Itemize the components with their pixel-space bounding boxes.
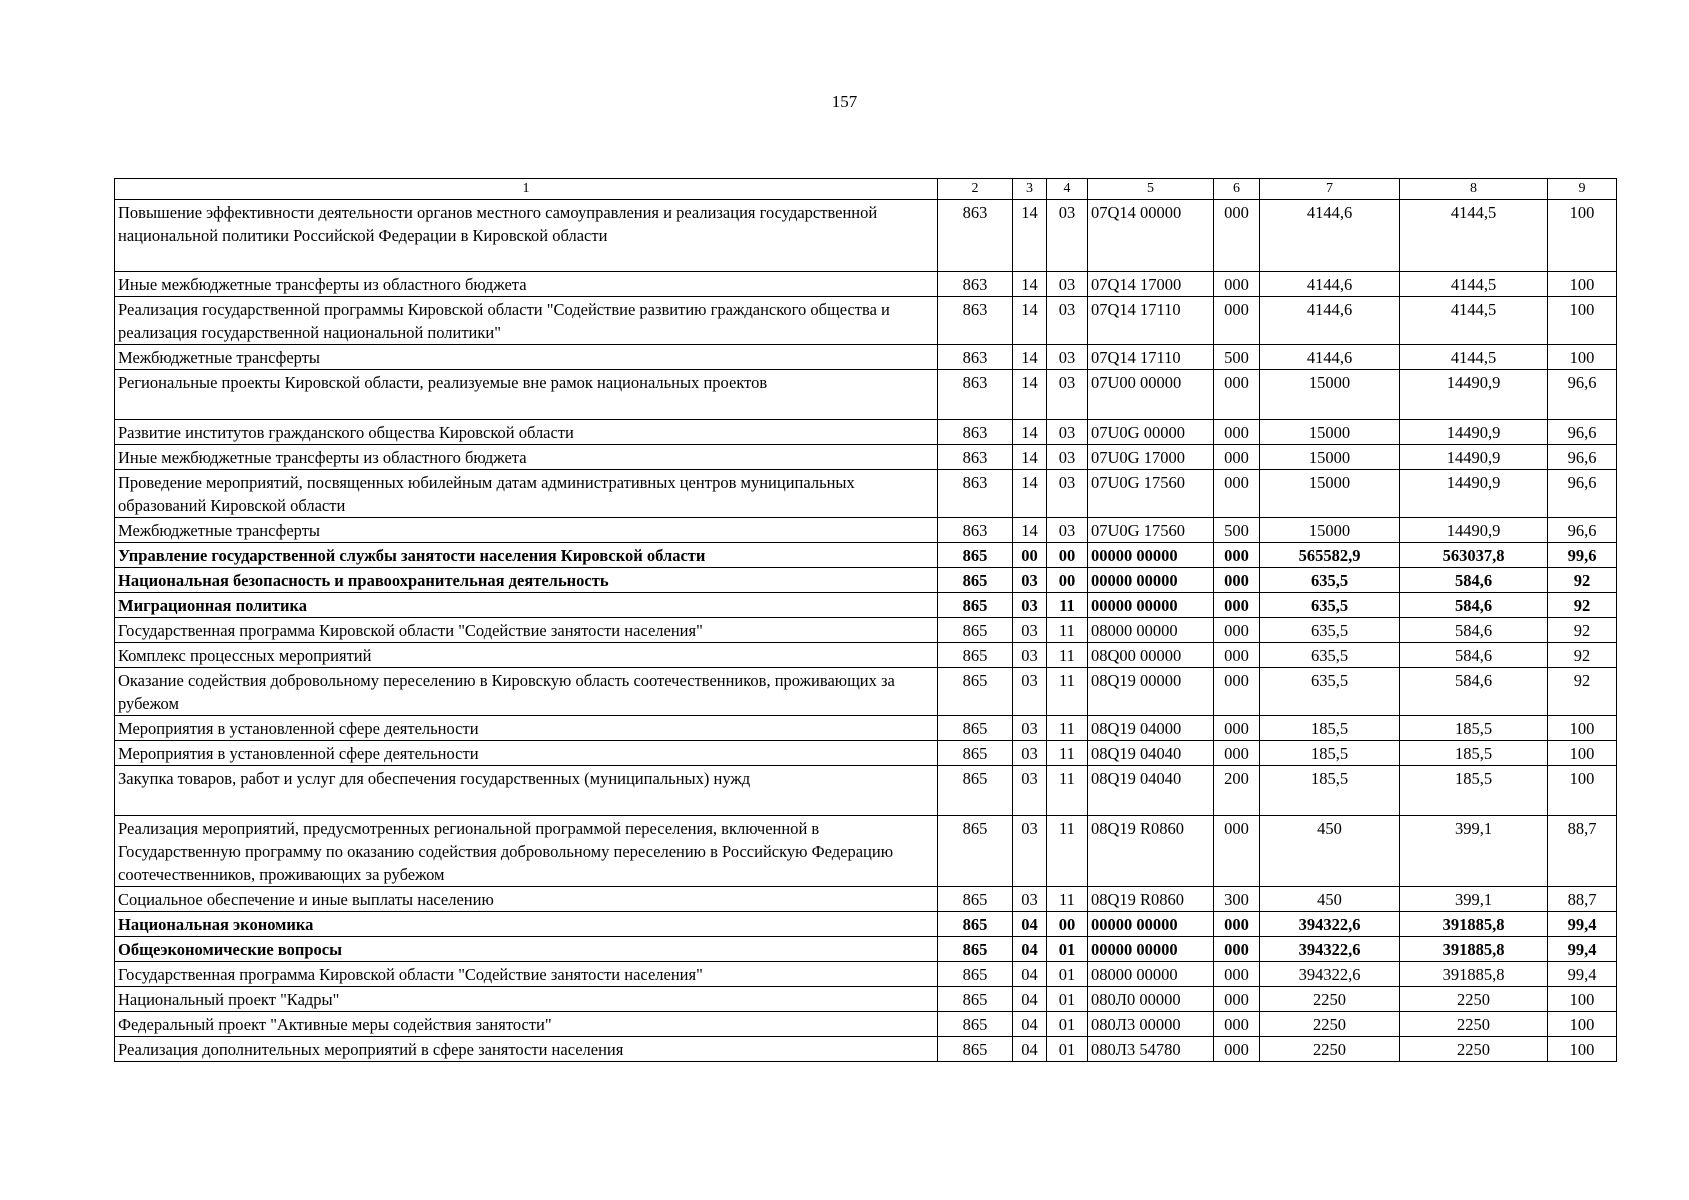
- budget-table: [114, 178, 1617, 1062]
- planned-amount-cell: 2250: [1260, 1012, 1400, 1037]
- expense-type-cell: 000: [1214, 470, 1260, 518]
- subsection-cell: 11: [1047, 816, 1088, 887]
- section-cell: 14: [1013, 420, 1047, 445]
- section-cell: 04: [1013, 937, 1047, 962]
- expense-type-cell: 000: [1214, 445, 1260, 470]
- table-row: [115, 518, 1617, 543]
- code-cell: 863: [938, 370, 1013, 420]
- percent-cell: 96,6: [1548, 420, 1617, 445]
- executed-amount-cell: 2250: [1400, 1037, 1548, 1062]
- section-cell: 03: [1013, 618, 1047, 643]
- row-name-cell: Межбюджетные трансферты: [115, 345, 938, 370]
- row-name-cell: Общеэкономические вопросы: [115, 937, 938, 962]
- expense-type-cell: 000: [1214, 297, 1260, 345]
- subsection-cell: 11: [1047, 668, 1088, 716]
- header-cell: 2: [938, 179, 1013, 200]
- subsection-cell: 01: [1047, 937, 1088, 962]
- executed-amount-cell: 391885,8: [1400, 962, 1548, 987]
- target-article-cell: 080Л0 00000: [1088, 987, 1214, 1012]
- row-name-cell: Закупка товаров, работ и услуг для обеспечения государственных (муниципальных) нужд: [115, 766, 938, 816]
- table-row: [115, 568, 1617, 593]
- subsection-cell: 03: [1047, 445, 1088, 470]
- executed-amount-cell: 584,6: [1400, 618, 1548, 643]
- subsection-cell: 03: [1047, 370, 1088, 420]
- planned-amount-cell: 15000: [1260, 470, 1400, 518]
- table-row: [115, 912, 1617, 937]
- subsection-cell: 11: [1047, 593, 1088, 618]
- planned-amount-cell: 450: [1260, 887, 1400, 912]
- target-article-cell: 07U0G 17000: [1088, 445, 1214, 470]
- section-cell: 03: [1013, 593, 1047, 618]
- subsection-cell: 03: [1047, 272, 1088, 297]
- planned-amount-cell: 2250: [1260, 1037, 1400, 1062]
- subsection-cell: 03: [1047, 297, 1088, 345]
- subsection-cell: 03: [1047, 420, 1088, 445]
- header-cell: 1: [115, 179, 938, 200]
- executed-amount-cell: 185,5: [1400, 716, 1548, 741]
- expense-type-cell: 000: [1214, 593, 1260, 618]
- percent-cell: 99,4: [1548, 962, 1617, 987]
- row-name-cell: Федеральный проект "Активные меры содействия занятости": [115, 1012, 938, 1037]
- planned-amount-cell: 4144,6: [1260, 200, 1400, 272]
- page-number: 157: [831, 92, 858, 111]
- code-cell: 865: [938, 593, 1013, 618]
- target-article-cell: 08Q00 00000: [1088, 643, 1214, 668]
- section-cell: 03: [1013, 668, 1047, 716]
- executed-amount-cell: 4144,5: [1400, 272, 1548, 297]
- target-article-cell: 08Q19 R0860: [1088, 816, 1214, 887]
- planned-amount-cell: 4144,6: [1260, 297, 1400, 345]
- expense-type-cell: 000: [1214, 568, 1260, 593]
- percent-cell: 99,6: [1548, 543, 1617, 568]
- subsection-cell: 01: [1047, 1012, 1088, 1037]
- subsection-cell: 00: [1047, 912, 1088, 937]
- subsection-cell: 11: [1047, 716, 1088, 741]
- expense-type-cell: 000: [1214, 987, 1260, 1012]
- percent-cell: 96,6: [1548, 518, 1617, 543]
- subsection-cell: 01: [1047, 1037, 1088, 1062]
- executed-amount-cell: 391885,8: [1400, 912, 1548, 937]
- table-row: [115, 937, 1617, 962]
- table-row: [115, 543, 1617, 568]
- row-name-cell: Региональные проекты Кировской области, реализуемые вне рамок национальных проектов: [115, 370, 938, 420]
- expense-type-cell: 000: [1214, 643, 1260, 668]
- row-name-cell: Оказание содействия добровольному переселению в Кировскую область соотечественников, проживающих за рубежом: [115, 668, 938, 716]
- section-cell: 04: [1013, 1012, 1047, 1037]
- row-name-cell: Реализация дополнительных мероприятий в сфере занятости населения: [115, 1037, 938, 1062]
- table-row: [115, 445, 1617, 470]
- target-article-cell: 080Л3 00000: [1088, 1012, 1214, 1037]
- expense-type-cell: 000: [1214, 937, 1260, 962]
- section-cell: 14: [1013, 470, 1047, 518]
- code-cell: 865: [938, 937, 1013, 962]
- row-name-cell: Национальная безопасность и правоохранительная деятельность: [115, 568, 938, 593]
- section-cell: 14: [1013, 445, 1047, 470]
- table-header-row: [115, 179, 1617, 200]
- target-article-cell: 07Q14 17110: [1088, 345, 1214, 370]
- code-cell: 865: [938, 987, 1013, 1012]
- code-cell: 863: [938, 272, 1013, 297]
- subsection-cell: 01: [1047, 962, 1088, 987]
- executed-amount-cell: 2250: [1400, 1012, 1548, 1037]
- percent-cell: 96,6: [1548, 370, 1617, 420]
- planned-amount-cell: 15000: [1260, 445, 1400, 470]
- executed-amount-cell: 399,1: [1400, 816, 1548, 887]
- target-article-cell: 00000 00000: [1088, 937, 1214, 962]
- target-article-cell: 08Q19 04040: [1088, 766, 1214, 816]
- row-name-cell: Социальное обеспечение и иные выплаты населению: [115, 887, 938, 912]
- table-row: [115, 272, 1617, 297]
- executed-amount-cell: 2250: [1400, 987, 1548, 1012]
- section-cell: 14: [1013, 297, 1047, 345]
- section-cell: 03: [1013, 766, 1047, 816]
- expense-type-cell: 200: [1214, 766, 1260, 816]
- code-cell: 865: [938, 741, 1013, 766]
- expense-type-cell: 000: [1214, 543, 1260, 568]
- row-name-cell: Мероприятия в установленной сфере деятельности: [115, 716, 938, 741]
- code-cell: 863: [938, 200, 1013, 272]
- executed-amount-cell: 584,6: [1400, 593, 1548, 618]
- code-cell: 865: [938, 887, 1013, 912]
- executed-amount-cell: 584,6: [1400, 668, 1548, 716]
- header-cell: 3: [1013, 179, 1047, 200]
- expense-type-cell: 000: [1214, 618, 1260, 643]
- row-name-cell: Мероприятия в установленной сфере деятельности: [115, 741, 938, 766]
- section-cell: 00: [1013, 543, 1047, 568]
- percent-cell: 99,4: [1548, 912, 1617, 937]
- row-name-cell: Развитие институтов гражданского общества Кировской области: [115, 420, 938, 445]
- planned-amount-cell: 635,5: [1260, 593, 1400, 618]
- expense-type-cell: 000: [1214, 370, 1260, 420]
- section-cell: 14: [1013, 518, 1047, 543]
- table-row: [115, 962, 1617, 987]
- planned-amount-cell: 635,5: [1260, 568, 1400, 593]
- row-name-cell: Иные межбюджетные трансферты из областного бюджета: [115, 445, 938, 470]
- table-row: [115, 470, 1617, 518]
- percent-cell: 100: [1548, 297, 1617, 345]
- table-row: [115, 987, 1617, 1012]
- expense-type-cell: 000: [1214, 668, 1260, 716]
- table-row: [115, 593, 1617, 618]
- subsection-cell: 03: [1047, 345, 1088, 370]
- percent-cell: 100: [1548, 766, 1617, 816]
- table-row: [115, 200, 1617, 272]
- planned-amount-cell: 635,5: [1260, 643, 1400, 668]
- target-article-cell: 00000 00000: [1088, 593, 1214, 618]
- section-cell: 04: [1013, 912, 1047, 937]
- table-row: [115, 816, 1617, 887]
- code-cell: 865: [938, 668, 1013, 716]
- planned-amount-cell: 15000: [1260, 518, 1400, 543]
- executed-amount-cell: 14490,9: [1400, 470, 1548, 518]
- planned-amount-cell: 450: [1260, 816, 1400, 887]
- expense-type-cell: 500: [1214, 518, 1260, 543]
- planned-amount-cell: 2250: [1260, 987, 1400, 1012]
- target-article-cell: 07U0G 17560: [1088, 470, 1214, 518]
- expense-type-cell: 000: [1214, 716, 1260, 741]
- subsection-cell: 03: [1047, 470, 1088, 518]
- expense-type-cell: 500: [1214, 345, 1260, 370]
- percent-cell: 96,6: [1548, 470, 1617, 518]
- code-cell: 865: [938, 912, 1013, 937]
- table-row: [115, 766, 1617, 816]
- target-article-cell: 07U00 00000: [1088, 370, 1214, 420]
- code-cell: 863: [938, 345, 1013, 370]
- executed-amount-cell: 14490,9: [1400, 518, 1548, 543]
- percent-cell: 100: [1548, 1012, 1617, 1037]
- target-article-cell: 08Q19 00000: [1088, 668, 1214, 716]
- expense-type-cell: 000: [1214, 741, 1260, 766]
- planned-amount-cell: 394322,6: [1260, 962, 1400, 987]
- subsection-cell: 11: [1047, 618, 1088, 643]
- table-row: [115, 643, 1617, 668]
- row-name-cell: Миграционная политика: [115, 593, 938, 618]
- expense-type-cell: 000: [1214, 816, 1260, 887]
- code-cell: 865: [938, 643, 1013, 668]
- subsection-cell: 11: [1047, 741, 1088, 766]
- code-cell: 865: [938, 1012, 1013, 1037]
- table-row: [115, 1012, 1617, 1037]
- target-article-cell: 00000 00000: [1088, 912, 1214, 937]
- header-cell: 6: [1214, 179, 1260, 200]
- planned-amount-cell: 4144,6: [1260, 345, 1400, 370]
- table-row: [115, 1037, 1617, 1062]
- percent-cell: 100: [1548, 741, 1617, 766]
- percent-cell: 100: [1548, 345, 1617, 370]
- section-cell: 03: [1013, 716, 1047, 741]
- row-name-cell: Иные межбюджетные трансферты из областного бюджета: [115, 272, 938, 297]
- table-row: [115, 887, 1617, 912]
- percent-cell: 92: [1548, 668, 1617, 716]
- subsection-cell: 00: [1047, 568, 1088, 593]
- section-cell: 03: [1013, 816, 1047, 887]
- planned-amount-cell: 185,5: [1260, 741, 1400, 766]
- code-cell: 865: [938, 543, 1013, 568]
- target-article-cell: 080Л3 54780: [1088, 1037, 1214, 1062]
- executed-amount-cell: 14490,9: [1400, 420, 1548, 445]
- executed-amount-cell: 391885,8: [1400, 937, 1548, 962]
- target-article-cell: 07U0G 00000: [1088, 420, 1214, 445]
- subsection-cell: 11: [1047, 766, 1088, 816]
- planned-amount-cell: 635,5: [1260, 668, 1400, 716]
- code-cell: 863: [938, 297, 1013, 345]
- target-article-cell: 08000 00000: [1088, 618, 1214, 643]
- code-cell: 865: [938, 568, 1013, 593]
- percent-cell: 99,4: [1548, 937, 1617, 962]
- planned-amount-cell: 4144,6: [1260, 272, 1400, 297]
- expense-type-cell: 000: [1214, 1012, 1260, 1037]
- executed-amount-cell: 14490,9: [1400, 445, 1548, 470]
- percent-cell: 100: [1548, 1037, 1617, 1062]
- code-cell: 865: [938, 766, 1013, 816]
- row-name-cell: Национальный проект "Кадры": [115, 987, 938, 1012]
- percent-cell: 92: [1548, 643, 1617, 668]
- row-name-cell: Комплекс процессных мероприятий: [115, 643, 938, 668]
- header-cell: 4: [1047, 179, 1088, 200]
- row-name-cell: Национальная экономика: [115, 912, 938, 937]
- section-cell: 03: [1013, 568, 1047, 593]
- target-article-cell: 07Q14 17110: [1088, 297, 1214, 345]
- planned-amount-cell: 635,5: [1260, 618, 1400, 643]
- row-name-cell: Межбюджетные трансферты: [115, 518, 938, 543]
- target-article-cell: 00000 00000: [1088, 543, 1214, 568]
- code-cell: 865: [938, 1037, 1013, 1062]
- executed-amount-cell: 14490,9: [1400, 370, 1548, 420]
- percent-cell: 100: [1548, 272, 1617, 297]
- table-row: [115, 297, 1617, 345]
- section-cell: 14: [1013, 272, 1047, 297]
- section-cell: 04: [1013, 962, 1047, 987]
- planned-amount-cell: 15000: [1260, 420, 1400, 445]
- expense-type-cell: 000: [1214, 272, 1260, 297]
- target-article-cell: 08000 00000: [1088, 962, 1214, 987]
- row-name-cell: Реализация государственной программы Кировской области "Содействие развитию гражданского общества и реализация государственной национальной политики": [115, 297, 938, 345]
- section-cell: 03: [1013, 887, 1047, 912]
- target-article-cell: 08Q19 04000: [1088, 716, 1214, 741]
- header-cell: 7: [1260, 179, 1400, 200]
- executed-amount-cell: 584,6: [1400, 643, 1548, 668]
- section-cell: 14: [1013, 200, 1047, 272]
- subsection-cell: 11: [1047, 643, 1088, 668]
- percent-cell: 88,7: [1548, 887, 1617, 912]
- percent-cell: 92: [1548, 593, 1617, 618]
- expense-type-cell: 000: [1214, 420, 1260, 445]
- executed-amount-cell: 185,5: [1400, 766, 1548, 816]
- table-row: [115, 618, 1617, 643]
- expense-type-cell: 000: [1214, 1037, 1260, 1062]
- subsection-cell: 00: [1047, 543, 1088, 568]
- code-cell: 865: [938, 716, 1013, 741]
- planned-amount-cell: 565582,9: [1260, 543, 1400, 568]
- target-article-cell: 08Q19 04040: [1088, 741, 1214, 766]
- executed-amount-cell: 584,6: [1400, 568, 1548, 593]
- table-row: [115, 370, 1617, 420]
- executed-amount-cell: 4144,5: [1400, 297, 1548, 345]
- code-cell: 865: [938, 816, 1013, 887]
- executed-amount-cell: 4144,5: [1400, 200, 1548, 272]
- percent-cell: 100: [1548, 987, 1617, 1012]
- subsection-cell: 03: [1047, 518, 1088, 543]
- row-name-cell: Управление государственной службы занятости населения Кировской области: [115, 543, 938, 568]
- executed-amount-cell: 185,5: [1400, 741, 1548, 766]
- target-article-cell: 00000 00000: [1088, 568, 1214, 593]
- target-article-cell: 08Q19 R0860: [1088, 887, 1214, 912]
- executed-amount-cell: 4144,5: [1400, 345, 1548, 370]
- header-cell: 8: [1400, 179, 1548, 200]
- subsection-cell: 01: [1047, 987, 1088, 1012]
- percent-cell: 100: [1548, 716, 1617, 741]
- planned-amount-cell: 394322,6: [1260, 912, 1400, 937]
- header-cell: 5: [1088, 179, 1214, 200]
- percent-cell: 100: [1548, 200, 1617, 272]
- section-cell: 14: [1013, 345, 1047, 370]
- section-cell: 04: [1013, 987, 1047, 1012]
- table-row: [115, 668, 1617, 716]
- percent-cell: 96,6: [1548, 445, 1617, 470]
- row-name-cell: Проведение мероприятий, посвященных юбилейным датам административных центров муниципальных образований Кировской области: [115, 470, 938, 518]
- table-row: [115, 741, 1617, 766]
- row-name-cell: Реализация мероприятий, предусмотренных региональной программой переселения, включенной в Государственную программу по оказанию содействия добровольному переселению в Российскую Федерацию соотечественников, проживающих за рубежом: [115, 816, 938, 887]
- planned-amount-cell: 185,5: [1260, 766, 1400, 816]
- row-name-cell: Государственная программа Кировской области "Содействие занятости населения": [115, 962, 938, 987]
- target-article-cell: 07Q14 17000: [1088, 272, 1214, 297]
- code-cell: 863: [938, 518, 1013, 543]
- table-row: [115, 420, 1617, 445]
- code-cell: 863: [938, 445, 1013, 470]
- code-cell: 865: [938, 618, 1013, 643]
- planned-amount-cell: 15000: [1260, 370, 1400, 420]
- planned-amount-cell: 185,5: [1260, 716, 1400, 741]
- expense-type-cell: 000: [1214, 912, 1260, 937]
- executed-amount-cell: 563037,8: [1400, 543, 1548, 568]
- section-cell: 14: [1013, 370, 1047, 420]
- expense-type-cell: 000: [1214, 962, 1260, 987]
- expense-type-cell: 300: [1214, 887, 1260, 912]
- code-cell: 865: [938, 962, 1013, 987]
- subsection-cell: 03: [1047, 200, 1088, 272]
- section-cell: 04: [1013, 1037, 1047, 1062]
- section-cell: 03: [1013, 741, 1047, 766]
- code-cell: 863: [938, 420, 1013, 445]
- row-name-cell: Повышение эффективности деятельности органов местного самоуправления и реализация государственной национальной политики Российской Федерации в Кировской области: [115, 200, 938, 272]
- target-article-cell: 07U0G 17560: [1088, 518, 1214, 543]
- planned-amount-cell: 394322,6: [1260, 937, 1400, 962]
- code-cell: 863: [938, 470, 1013, 518]
- percent-cell: 92: [1548, 568, 1617, 593]
- percent-cell: 92: [1548, 618, 1617, 643]
- row-name-cell: Государственная программа Кировской области "Содействие занятости населения": [115, 618, 938, 643]
- table-row: [115, 716, 1617, 741]
- target-article-cell: 07Q14 00000: [1088, 200, 1214, 272]
- percent-cell: 88,7: [1548, 816, 1617, 887]
- table-row: [115, 345, 1617, 370]
- subsection-cell: 11: [1047, 887, 1088, 912]
- section-cell: 03: [1013, 643, 1047, 668]
- expense-type-cell: 000: [1214, 200, 1260, 272]
- header-cell: 9: [1548, 179, 1617, 200]
- executed-amount-cell: 399,1: [1400, 887, 1548, 912]
